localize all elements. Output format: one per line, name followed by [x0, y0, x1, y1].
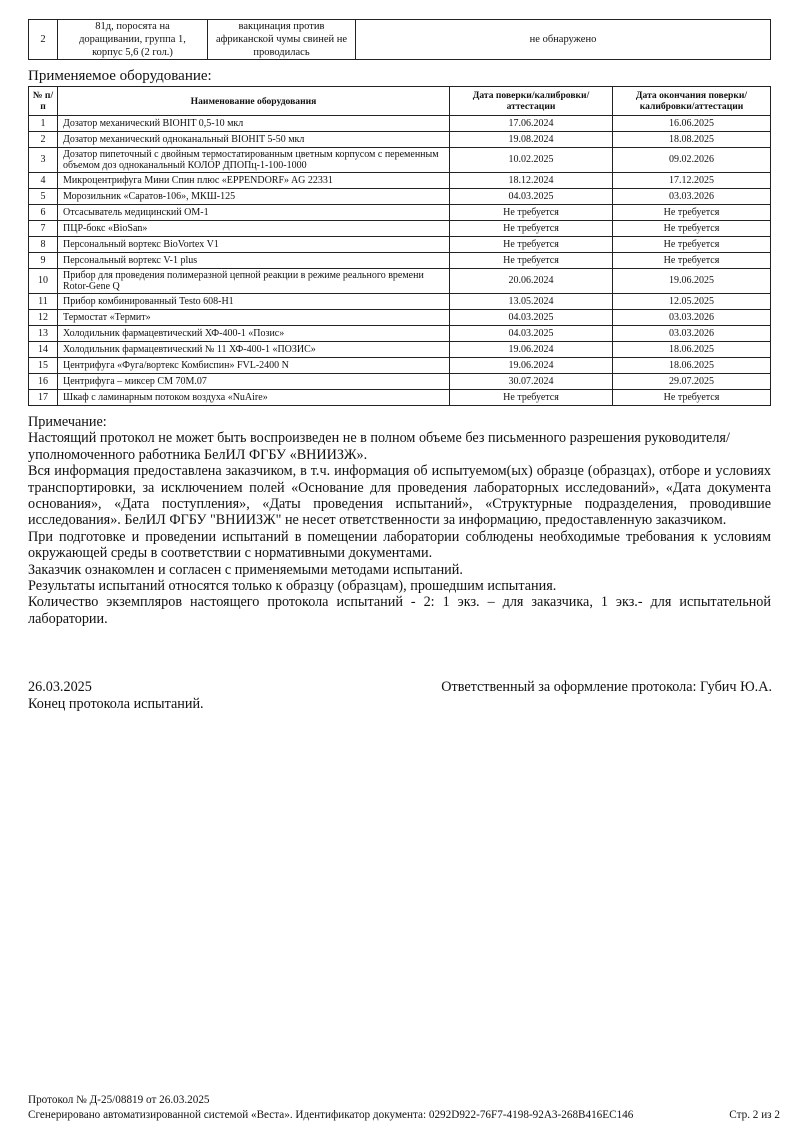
date-end: Не требуется	[613, 390, 771, 406]
date-end: 17.12.2025	[613, 173, 771, 189]
date-end: Не требуется	[613, 253, 771, 269]
row-number: 2	[29, 20, 58, 60]
table-row	[29, 173, 771, 189]
end-of-protocol: Конец протокола испытаний.	[28, 696, 204, 712]
note-paragraph: Настоящий протокол не может быть воспроизведен не в полном объеме без письменного разрешения руководителя/уполномоченного работника БелИЛ ФГБУ «ВНИИЗЖ».	[28, 430, 730, 463]
header-date-end: Дата окончания поверки/калибровки/аттестации	[613, 87, 771, 116]
equipment-name: ПЦР-бокс «BioSan»	[58, 221, 450, 237]
date-start: 04.03.2025	[450, 310, 613, 326]
row-number: 5	[29, 189, 58, 205]
table-row	[29, 20, 771, 60]
equipment-name: Дозатор механический одноканальный BIOHIT 5-50 мкл	[58, 132, 450, 148]
page-footer	[28, 1093, 780, 1123]
notes-heading: Примечание:	[28, 414, 107, 430]
row-number: 1	[29, 116, 58, 132]
row-number: 9	[29, 253, 58, 269]
date-start: 20.06.2024	[450, 269, 613, 294]
date-end: 18.06.2025	[613, 342, 771, 358]
responsible-person: Ответственный за оформление протокола: Губич Ю.А.	[441, 679, 772, 695]
equipment-name: Персональный вортекс BioVortex V1	[58, 237, 450, 253]
row-number: 8	[29, 237, 58, 253]
table-row	[29, 205, 771, 221]
equipment-name: Шкаф с ламинарным потоком воздуха «NuAire»	[58, 390, 450, 406]
note-paragraph: Заказчик ознакомлен и согласен с применяемыми методами испытаний.	[28, 561, 463, 578]
equipment-name: Дозатор пипеточный с двойным термостатированным цветным корпусом с переменным объемом доз одноканальный КОЛОР ДПОПц-1-100-1000	[58, 148, 450, 173]
row-number: 6	[29, 205, 58, 221]
row-number: 14	[29, 342, 58, 358]
table-row	[29, 116, 771, 132]
date-start: 19.06.2024	[450, 342, 613, 358]
date-end: 03.03.2026	[613, 326, 771, 342]
page-number: Стр. 2 из 2	[729, 1109, 780, 1121]
date-start: 30.07.2024	[450, 374, 613, 390]
table-row	[29, 253, 771, 269]
date-start: 10.02.2025	[450, 148, 613, 173]
equipment-table	[28, 86, 771, 406]
table-row	[29, 269, 771, 294]
date-end: 03.03.2026	[613, 310, 771, 326]
row-number: 3	[29, 148, 58, 173]
date-end: Не требуется	[613, 221, 771, 237]
date-end: 18.06.2025	[613, 358, 771, 374]
row-number: 2	[29, 132, 58, 148]
date-end: Не требуется	[613, 237, 771, 253]
date-end: 12.05.2025	[613, 294, 771, 310]
equipment-name: Дозатор механический BIOHIT 0,5-10 мкл	[58, 116, 450, 132]
date-start: Не требуется	[450, 221, 613, 237]
row-number: 15	[29, 358, 58, 374]
equipment-name: Отсасыватель медицинский ОМ-1	[58, 205, 450, 221]
table-row	[29, 221, 771, 237]
table-row	[29, 310, 771, 326]
header-date-start: Дата поверки/калибровки/аттестации	[450, 87, 613, 116]
table-row	[29, 390, 771, 406]
signature-date: 26.03.2025	[28, 679, 92, 695]
note-paragraph: При подготовке и проведении испытаний в помещении лаборатории соблюдены необходимые требования к условиям окружающей среды в соответствии с нормативными документами.	[28, 528, 771, 562]
date-start: Не требуется	[450, 205, 613, 221]
date-start: 13.05.2024	[450, 294, 613, 310]
date-end: 19.06.2025	[613, 269, 771, 294]
row-number: 10	[29, 269, 58, 294]
equipment-name: Термостат «Термит»	[58, 310, 450, 326]
date-start: 04.03.2025	[450, 326, 613, 342]
note-paragraph: Результаты испытаний относятся только к образцу (образцам), прошедшим испытания.	[28, 578, 557, 595]
protocol-number: Протокол № Д-25/08819 от 26.03.2025	[28, 1094, 210, 1106]
row-number: 12	[29, 310, 58, 326]
equipment-name: Холодильник фармацевтический ХФ-400-1 «Позис»	[58, 326, 450, 342]
row-number: 4	[29, 173, 58, 189]
date-start: 19.06.2024	[450, 358, 613, 374]
date-end: 18.08.2025	[613, 132, 771, 148]
date-end: 09.02.2026	[613, 148, 771, 173]
row-number: 16	[29, 374, 58, 390]
header-name: Наименование оборудования	[58, 87, 450, 116]
date-end: 16.06.2025	[613, 116, 771, 132]
table-row	[29, 342, 771, 358]
date-start: 18.12.2024	[450, 173, 613, 189]
equipment-name: Прибор комбинированный Testo 608-H1	[58, 294, 450, 310]
vaccination-status: вакцинация против африканской чумы свиней не проводилась	[208, 20, 356, 60]
equipment-name: Центрифуга – миксер СМ 70М.07	[58, 374, 450, 390]
equipment-name: Прибор для проведения полимеразной цепной реакции в режиме реального времени Rotor-Gene Q	[58, 269, 450, 294]
header-num: № п/п	[29, 87, 58, 116]
date-start: Не требуется	[450, 237, 613, 253]
table-row	[29, 358, 771, 374]
notes-section	[28, 414, 771, 627]
row-number: 13	[29, 326, 58, 342]
date-start: 17.06.2024	[450, 116, 613, 132]
row-number: 17	[29, 390, 58, 406]
date-end: Не требуется	[613, 205, 771, 221]
table-row	[29, 237, 771, 253]
date-start: 19.08.2024	[450, 132, 613, 148]
equipment-name: Персональный вортекс V-1 plus	[58, 253, 450, 269]
table-row	[29, 374, 771, 390]
date-end: 29.07.2025	[613, 374, 771, 390]
date-start: Не требуется	[450, 390, 613, 406]
equipment-name: Микроцентрифуга Мини Спин плюс «EPPENDORF» AG 22331	[58, 173, 450, 189]
note-paragraph: Количество экземпляров настоящего протокола испытаний - 2: 1 экз. – для заказчика, 1 экз.- для испытательной лаборатории.	[28, 594, 771, 627]
generated-by: Сгенерировано автоматизированной системой «Веста». Идентификатор документа: 0292D922-76F7-4198-92A3-268B416EC146	[28, 1109, 634, 1121]
date-start: Не требуется	[450, 253, 613, 269]
table-row	[29, 132, 771, 148]
table-row	[29, 294, 771, 310]
sample-description: 81д, поросята на доращивании, группа 1, корпус 5,6 (2 гол.)	[58, 20, 208, 60]
table-row	[29, 189, 771, 205]
test-result: не обнаружено	[356, 20, 771, 60]
equipment-name: Центрифуга «Фуга/вортекс Комбиспин» FVL-2400 N	[58, 358, 450, 374]
row-number: 7	[29, 221, 58, 237]
equipment-name: Холодильник фармацевтический № 11 ХФ-400-1 «ПОЗИС»	[58, 342, 450, 358]
row-number: 11	[29, 294, 58, 310]
date-end: 03.03.2026	[613, 189, 771, 205]
table-row	[29, 326, 771, 342]
equipment-section-title: Применяемое оборудование:	[28, 68, 212, 84]
results-table	[28, 19, 771, 60]
note-paragraph: Вся информация предоставлена заказчиком, в т.ч. информация об испытуемом(ых) образце (образцах), отборе и условиях транспортировки, за исключением полей «Основание для проведения лабораторных исследований», «Дата документа основания», «Дата поступления», «Даты проведения испытаний», «Структурные подразделения, проводившие исследования». БелИЛ ФГБУ "ВНИИЗЖ" не несет ответственности за информацию, предоставленную заказчиком.	[28, 463, 771, 529]
table-header-row	[29, 87, 771, 116]
table-row	[29, 148, 771, 173]
equipment-name: Морозильник «Саратов-106», МКШ-125	[58, 189, 450, 205]
date-start: 04.03.2025	[450, 189, 613, 205]
